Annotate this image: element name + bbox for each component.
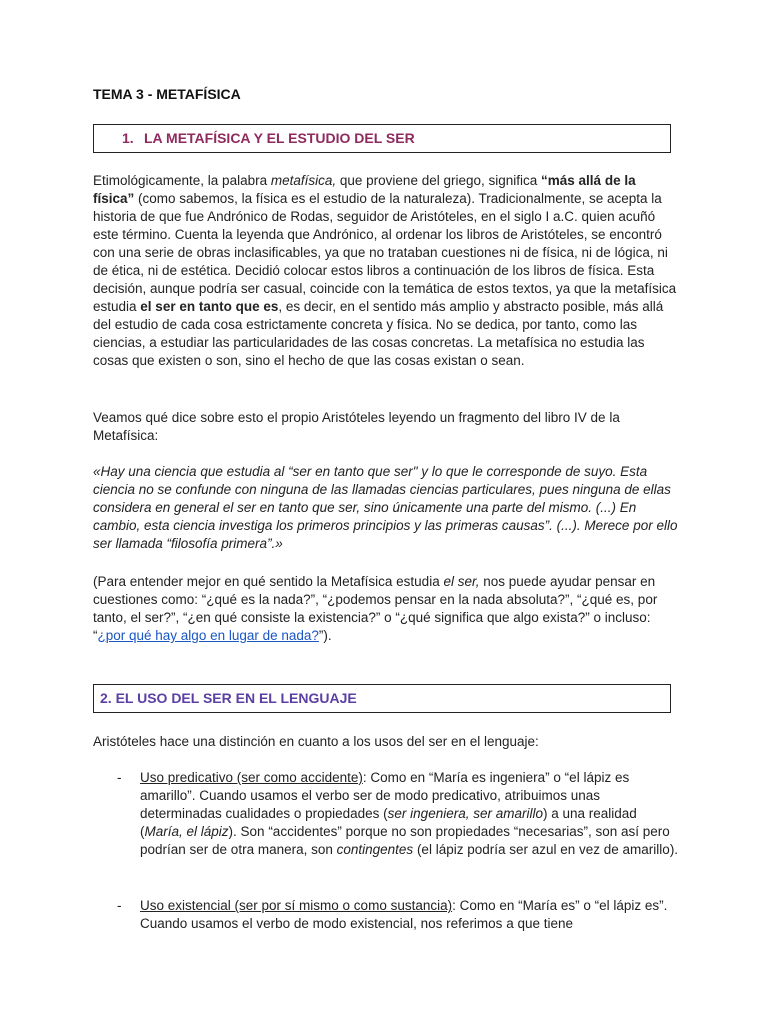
section-title: LA METAFÍSICA Y EL ESTUDIO DEL SER: [144, 130, 415, 146]
text-run-italic: contingentes: [336, 842, 414, 857]
text-run: , es decir, en el sentido más amplio y abstracto posible, más allá del estudio de cada cosa estrictamente concreta y física. No se dedica, por tanto, como las ciencias, a estudiar las particularidades de las cosas concretas. La metafísica no estudia las cosas que existen o son, sino el hecho de que las cosas existan o sean.: [93, 299, 664, 368]
page-title: TEMA 3 - METAFÍSICA: [93, 86, 241, 102]
text-run-underlined: Uso existencial (ser por sí mismo o como sustancia): [140, 898, 453, 913]
text-run: Aristóteles hace una distinción en cuanto a los usos del ser en el lenguaje:: [93, 734, 539, 749]
paragraph-intro-quote: [93, 409, 678, 445]
text-run: que proviene del griego, significa: [336, 173, 542, 188]
section-number: 1.: [122, 130, 134, 146]
text-run: (como sabemos, la física es el estudio de la naturaleza). Tradicionalmente, se acepta la historia de que fue Andrónico de Rodas, seguidor de Aristóteles, en el siglo I a.C. quien acuñó este término. Cuenta la leyenda que Andrónico, al ordenar los libros de Aristóteles, se encontró con una serie de obras inclasificables, ya que no trataban cuestiones ni de física, ni de lógica, ni de ética, ni de estética. Decidió colocar estos libros a continuación de los libros de física. Esta decisión, aunque podría ser casual, coincide con la temática de estos textos, ya que la metafísica estudia: [93, 191, 677, 314]
section-heading-1: [93, 124, 671, 153]
quote-aristotle: «Hay una ciencia que estudia al “ser en tanto que ser" y lo que le corresponde de suyo. Esta ciencia no se confunde con ninguna de las llamadas ciencias particulares, pues ninguna de ellas considera en general el ser en tanto que ser, sino únicamente una parte del mismo. (...) En cambio, esta ciencia investiga los primeros principios y las primeras causas”. (...). Merece por ello ser llamada “filosofía primera”.»: [93, 464, 678, 551]
text-run: ). Son “accidentes” porque no son propiedades “necesarias”, son así pero podrían ser de otra manera, son: [140, 824, 670, 857]
text-run: ”).: [318, 628, 332, 643]
text-run-underlined: Uso predicativo (ser como accidente): [140, 770, 363, 785]
list-item-text: [140, 897, 680, 933]
text-run: (Para entender mejor en qué sentido la Metafísica estudia: [93, 574, 444, 589]
paragraph-etymology: [93, 172, 678, 370]
paragraph-questions: [93, 573, 678, 645]
text-run: nos puede ayudar pensar en cuestiones como: “¿qué es la nada?”, “¿podemos pensar en la nada absoluta?”, “¿qué es, por tanto, el ser?”, “¿en qué consiste la existencia?” o “¿qué significa que algo exista?” o incluso: “: [93, 574, 658, 643]
text-run-bold: “más allá de la física”: [93, 173, 636, 206]
bullet-dash: -: [117, 770, 122, 785]
text-run: ) a una realidad (: [140, 806, 637, 839]
text-run: : Como en “María es” o “el lápiz es”. Cuando usamos el verbo de modo existencial, nos referimos a que tiene: [140, 898, 668, 931]
paragraph-uses: [93, 733, 678, 751]
list-item-text: [140, 769, 680, 859]
text-run-italic: María, el lápiz: [144, 824, 229, 839]
text-run-bold: el ser en tanto que es: [140, 299, 279, 314]
question-link[interactable]: ¿por qué hay algo en lugar de nada?: [97, 628, 319, 643]
bullet-dash: -: [117, 898, 122, 913]
text-run-italic: ser ingeniera, ser amarillo: [387, 806, 543, 821]
text-run: Etimológicamente, la palabra: [93, 173, 271, 188]
text-run: (el lápiz podría ser azul en vez de amarillo).: [413, 842, 679, 857]
section-heading-2: 2. EL USO DEL SER EN EL LENGUAJE: [93, 684, 671, 713]
text-run: Veamos qué dice sobre esto el propio Aristóteles leyendo un fragmento del libro IV de la Metafísica:: [93, 410, 620, 443]
text-run-italic: metafísica,: [270, 173, 337, 188]
text-run-italic: el ser,: [443, 574, 480, 589]
text-run: : Como en “María es ingeniera” o “el lápiz es amarillo”. Cuando usamos el verbo ser de modo predicativo, atribuimos unas determinadas cualidades o propiedades (: [140, 770, 630, 821]
